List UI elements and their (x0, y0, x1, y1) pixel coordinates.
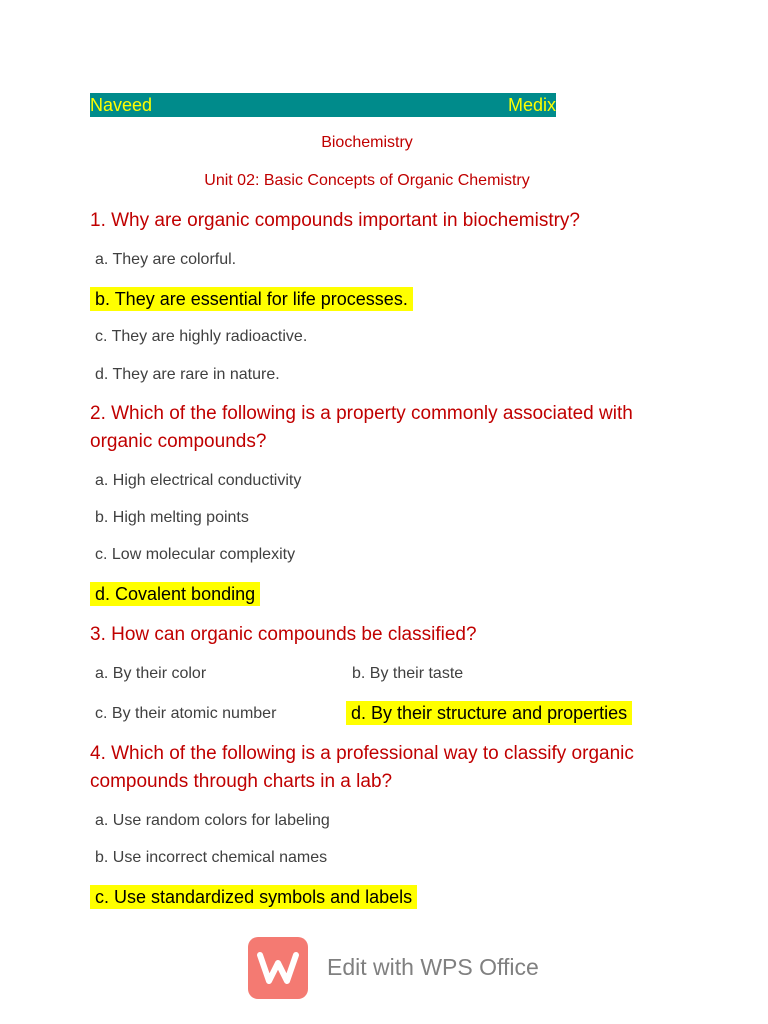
option-1a: a. They are colorful. (95, 251, 237, 268)
option-4a: a. Use random colors for labeling (95, 812, 330, 829)
unit-title: Unit 02: Basic Concepts of Organic Chemistry (204, 172, 530, 189)
option-2a: a. High electrical conductivity (95, 472, 302, 489)
option-4b: b. Use incorrect chemical names (95, 849, 328, 866)
wps-edit-label[interactable]: Edit with WPS Office (327, 954, 539, 980)
wps-edit-banner[interactable] (248, 937, 548, 1001)
brand-name: Medix (507, 95, 556, 115)
author-name: Naveed (90, 95, 153, 115)
option-3b: b. By their taste (352, 665, 464, 682)
option-2b: b. High melting points (95, 509, 249, 526)
answer-2d: d. Covalent bonding (90, 582, 260, 606)
answer-4c: c. Use standardized symbols and labels (90, 885, 417, 909)
question-4: 4. Which of the following is a professional way to classify organic compounds through charts in a lab? (90, 743, 634, 792)
answer-1b: b. They are essential for life processes. (90, 287, 413, 311)
option-3c: c. By their atomic number (95, 705, 277, 722)
subject-title: Biochemistry (321, 134, 413, 151)
question-3: 3. How can organic compounds be classified? (90, 624, 477, 645)
question-1: 1. Why are organic compounds important in biochemistry? (90, 210, 581, 231)
option-2c: c. Low molecular complexity (95, 546, 296, 563)
option-1c: c. They are highly radioactive. (95, 328, 308, 345)
wps-logo-icon[interactable] (248, 937, 308, 999)
header-banner (90, 93, 556, 117)
option-1d: d. They are rare in nature. (95, 366, 280, 383)
option-3a: a. By their color (95, 665, 207, 682)
answer-3d: d. By their structure and properties (346, 701, 632, 725)
question-2: 2. Which of the following is a property commonly associated with organic compounds? (90, 403, 633, 452)
